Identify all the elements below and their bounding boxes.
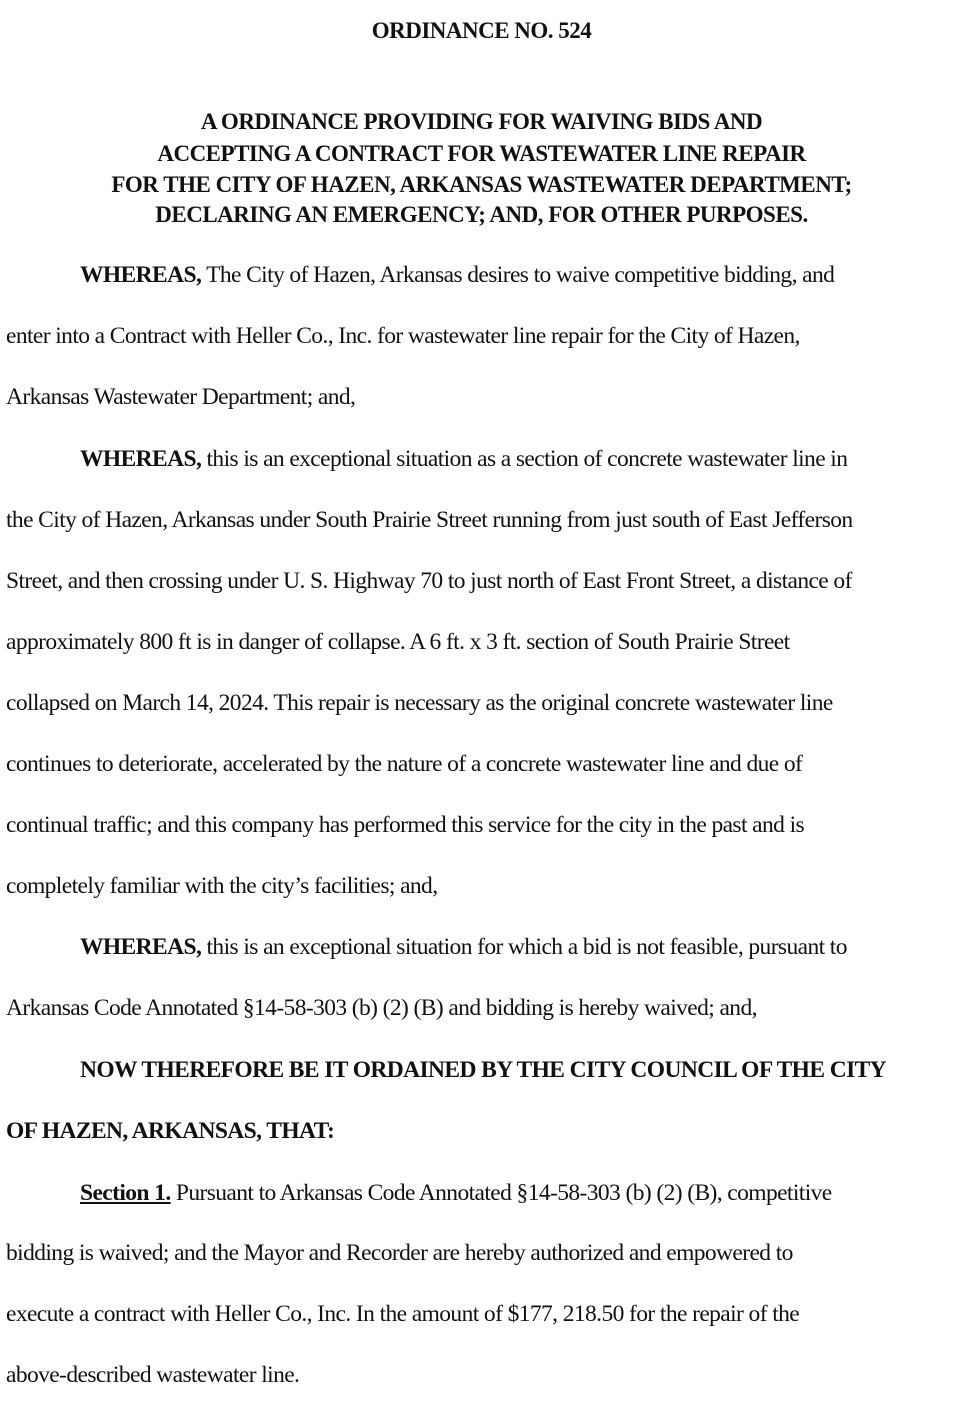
ordained-line-2: OF HAZEN, ARKANSAS, THAT:	[6, 1118, 335, 1144]
paragraph-2-line-5: collapsed on March 14, 2024. This repair is necessary as the original concrete wastewater line	[6, 690, 833, 716]
paragraph-1-line-2: enter into a Contract with Heller Co., Inc. for wastewater line repair for the City of Hazen,	[6, 323, 800, 349]
heading-line-1: A ORDINANCE PROVIDING FOR WAIVING BIDS AND	[200, 109, 763, 134]
section-1-heading: Section 1.	[80, 1180, 171, 1206]
paragraph-1-line-1	[80, 262, 834, 289]
paragraph-2-line-2: the City of Hazen, Arkansas under South Prairie Street running from just south of East Jefferson	[6, 507, 853, 533]
section-1-line-1	[80, 1180, 832, 1207]
ordinance-number: ORDINANCE NO. 524	[371, 18, 592, 43]
paragraph-2-line-6: continues to deteriorate, accelerated by the nature of a concrete wastewater line and due of	[6, 751, 803, 777]
section-1-line-3: execute a contract with Heller Co., Inc. In the amount of $177, 218.50 for the repair of the	[6, 1301, 800, 1327]
section-1-line-4: above-described wastewater line.	[6, 1362, 300, 1388]
section-1-line-2: bidding is waived; and the Mayor and Recorder are hereby authorized and empowered to	[6, 1240, 793, 1266]
section-1-text: Pursuant to Arkansas Code Annotated §14-58-303 (b) (2) (B), competitive	[170, 1180, 832, 1206]
heading-line-4: DECLARING AN EMERGENCY; AND, FOR OTHER PURPOSES.	[155, 202, 808, 227]
heading-line-2: ACCEPTING A CONTRACT FOR WASTEWATER LINE REPAIR	[157, 141, 806, 166]
paragraph-1-text: The City of Hazen, Arkansas desires to waive competitive bidding, and	[201, 262, 835, 288]
paragraph-3-line-2: Arkansas Code Annotated §14-58-303 (b) (2) (B) and bidding is hereby waived; and,	[6, 995, 757, 1021]
ordained-line-1: NOW THEREFORE BE IT ORDAINED BY THE CITY COUNCIL OF THE CITY	[80, 1057, 887, 1083]
whereas-lead: WHEREAS,	[80, 446, 202, 472]
whereas-lead: WHEREAS,	[80, 934, 202, 960]
paragraph-2-text: this is an exceptional situation as a section of concrete wastewater line in	[201, 446, 848, 472]
paragraph-2-line-7: continual traffic; and this company has performed this service for the city in the past and is	[6, 812, 805, 838]
paragraph-3-line-1	[80, 934, 847, 961]
paragraph-1-line-3: Arkansas Wastewater Department; and,	[6, 384, 356, 410]
whereas-lead: WHEREAS,	[80, 262, 202, 288]
heading-line-3: FOR THE CITY OF HAZEN, ARKANSAS WASTEWATER DEPARTMENT;	[111, 172, 852, 197]
paragraph-2-line-8: completely familiar with the city’s facilities; and,	[6, 873, 438, 899]
paragraph-2-line-4: approximately 800 ft is in danger of collapse. A 6 ft. x 3 ft. section of South Prairie Street	[6, 629, 790, 655]
paragraph-3-text: this is an exceptional situation for which a bid is not feasible, pursuant to	[201, 934, 847, 960]
paragraph-2-line-3: Street, and then crossing under U. S. Highway 70 to just north of East Front Street, a distance of	[6, 568, 852, 594]
paragraph-2-line-1	[80, 446, 847, 473]
